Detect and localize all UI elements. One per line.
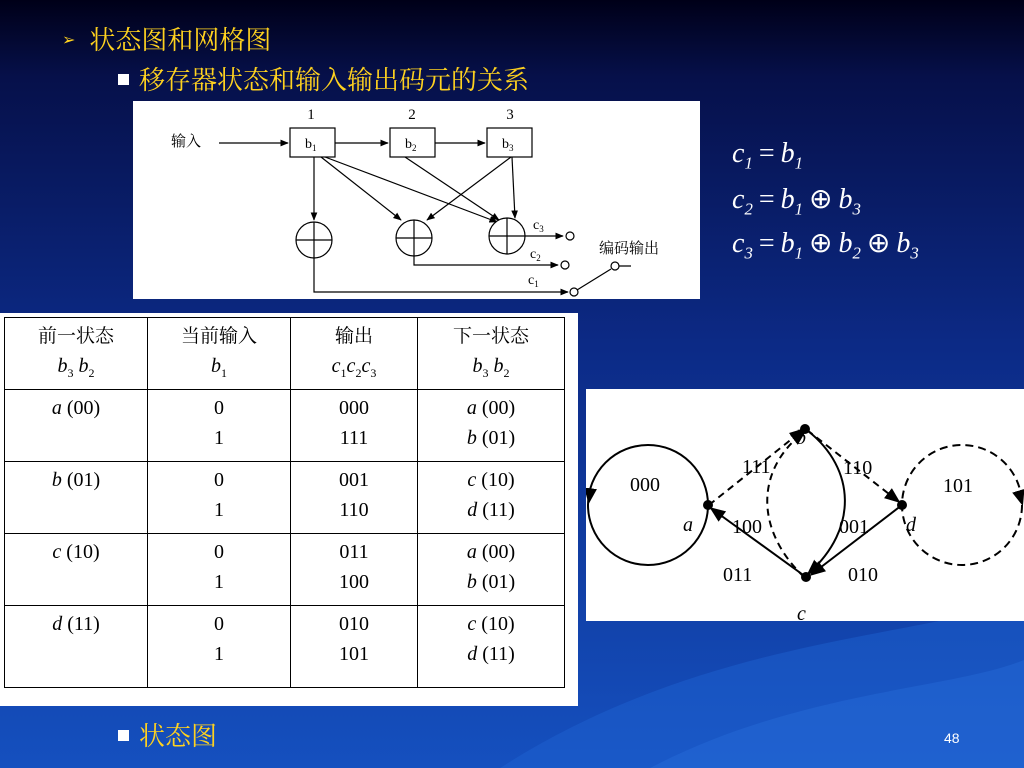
node-b-label: b bbox=[796, 427, 806, 449]
label-d-to-c: 001 bbox=[839, 516, 869, 538]
encoder-output-label: 编码输出 bbox=[599, 241, 660, 257]
cell-prev-state: d (11) bbox=[5, 606, 148, 688]
output-c3-terminal bbox=[566, 232, 574, 240]
output-c2-label: $c_2$ bbox=[530, 247, 541, 263]
xor-adder-3 bbox=[489, 218, 525, 254]
label-a-to-c: 011 bbox=[723, 564, 753, 586]
node-a-label: a bbox=[683, 514, 693, 536]
header-next-state: 下一状态 $b_3$ $b_2$ bbox=[418, 318, 565, 390]
xor-operator-icon: ⊕ bbox=[809, 184, 833, 215]
bullet-level1-text: 状态图和网格图 bbox=[89, 26, 272, 56]
page-number: 48 bbox=[944, 730, 960, 746]
output-c3-label: $c_3$ bbox=[533, 218, 544, 234]
stage-number-1: 1 bbox=[307, 107, 315, 123]
edge-b-to-c bbox=[808, 431, 845, 573]
bullet-level1 bbox=[62, 20, 271, 57]
stage-number-3: 3 bbox=[506, 107, 514, 123]
bullet-bottom-text: 状态图 bbox=[139, 722, 218, 752]
bullet-level2-text: 移存器状态和输入输出码元的关系 bbox=[139, 66, 530, 96]
cell-prev-state: c (10) bbox=[5, 534, 148, 606]
edge-d-self-loop bbox=[902, 445, 1022, 565]
equation-c1: $c_1 = b_1$ bbox=[732, 138, 804, 173]
cell-input: 0 1 bbox=[148, 534, 291, 606]
node-d-label: d bbox=[906, 514, 916, 536]
label-d-self: 101 bbox=[943, 475, 973, 497]
node-d bbox=[897, 500, 907, 510]
cell-input: 0 1 bbox=[148, 462, 291, 534]
xor-adder-1 bbox=[296, 222, 332, 258]
state-diagram-panel bbox=[586, 389, 1024, 621]
cell-output: 001 110 bbox=[291, 462, 418, 534]
label-c-to-d: 010 bbox=[848, 564, 878, 586]
encoder-output-terminal bbox=[611, 262, 619, 270]
label-b-to-d: 110 bbox=[843, 457, 873, 479]
xor-adder-2 bbox=[396, 220, 432, 256]
input-label: 输入 bbox=[171, 134, 202, 150]
cell-next-state: a (00) b (01) bbox=[418, 534, 565, 606]
header-prev-state: 前一状态 $b_3$ $b_2$ bbox=[5, 318, 148, 390]
label-c-to-a: 100 bbox=[732, 516, 762, 538]
table-row bbox=[5, 606, 565, 688]
table-row bbox=[5, 462, 565, 534]
cell-output: 011 100 bbox=[291, 534, 418, 606]
node-c-label: c bbox=[797, 603, 806, 621]
edge-c-to-b bbox=[767, 432, 804, 577]
output-c2-terminal bbox=[561, 261, 569, 269]
state-transition-table bbox=[4, 317, 565, 688]
equation-c3: $c_3 = b_1$ ⊕ $b_2$ ⊕ $b_3$ bbox=[732, 228, 919, 263]
cell-output: 010 101 bbox=[291, 606, 418, 688]
cell-next-state: c (10) d (11) bbox=[418, 462, 565, 534]
equation-c2: $c_2 = b_1$ ⊕ $b_3$ bbox=[732, 184, 861, 219]
commutator-switch bbox=[577, 269, 611, 290]
arrow-bullet-icon: ➢ bbox=[62, 30, 76, 49]
table-row bbox=[5, 534, 565, 606]
cell-input: 0 1 bbox=[148, 390, 291, 462]
square-bullet-icon bbox=[118, 74, 129, 85]
label-a-to-b: 111 bbox=[742, 456, 771, 478]
node-a bbox=[703, 500, 713, 510]
cell-prev-state: a (00) bbox=[5, 390, 148, 462]
xor-operator-icon: ⊕ bbox=[866, 228, 891, 259]
cell-next-state: a (00) b (01) bbox=[418, 390, 565, 462]
cell-output: 000 111 bbox=[291, 390, 418, 462]
encoder-diagram bbox=[133, 101, 700, 299]
register-b3-label: $b_3$ bbox=[502, 137, 514, 153]
label-a-self: 000 bbox=[630, 474, 660, 496]
header-current-input: 当前输入 $b_1$ bbox=[148, 318, 291, 390]
cell-input: 0 1 bbox=[148, 606, 291, 688]
register-b1-label: $b_1$ bbox=[305, 137, 317, 153]
table-header-row bbox=[5, 318, 565, 390]
xor-operator-icon: ⊕ bbox=[809, 228, 833, 259]
output-c1-terminal bbox=[570, 288, 578, 296]
cell-next-state: c (10) d (11) bbox=[418, 606, 565, 688]
bullet-level2 bbox=[118, 60, 529, 97]
cell-prev-state: b (01) bbox=[5, 462, 148, 534]
output-c1-label: $c_1$ bbox=[528, 273, 539, 289]
edge-a-self-loop bbox=[588, 445, 708, 565]
square-bullet-icon bbox=[118, 730, 129, 741]
state-diagram bbox=[586, 389, 1024, 621]
register-b2-label: $b_2$ bbox=[405, 137, 417, 153]
encoder-diagram-panel bbox=[133, 101, 700, 299]
stage-number-2: 2 bbox=[408, 107, 416, 123]
state-transition-table-panel bbox=[0, 313, 578, 706]
table-row bbox=[5, 390, 565, 462]
header-output: 输出 $c_1c_2c_3$ bbox=[291, 318, 418, 390]
bullet-bottom bbox=[118, 716, 217, 753]
node-c bbox=[801, 572, 811, 582]
